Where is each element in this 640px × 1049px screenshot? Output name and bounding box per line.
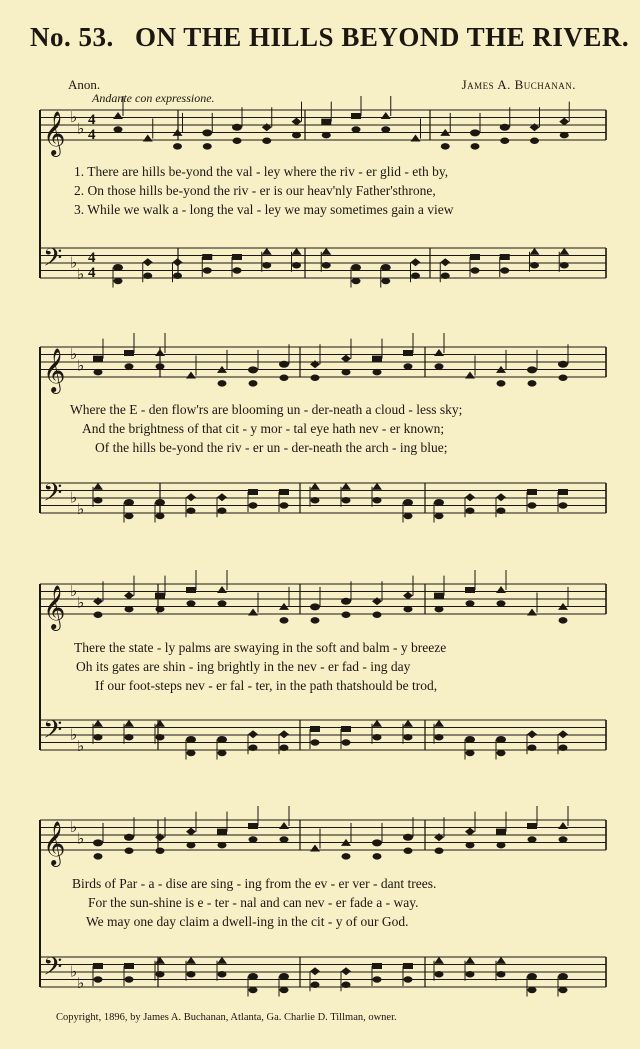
shape-note	[143, 258, 153, 266]
shape-note	[248, 489, 258, 495]
shape-note	[292, 118, 302, 126]
shape-note	[93, 356, 103, 362]
shape-note	[404, 606, 413, 612]
time-signature-top: 4	[88, 112, 96, 128]
shape-note	[435, 848, 444, 854]
shape-note	[292, 132, 301, 138]
shape-note	[527, 609, 537, 616]
shape-note	[218, 971, 227, 977]
shape-note	[218, 508, 227, 514]
shape-note	[404, 734, 413, 740]
shape-note	[496, 493, 506, 501]
shape-note	[342, 369, 351, 375]
shape-note	[280, 502, 289, 508]
shape-note	[125, 363, 134, 369]
shape-note	[497, 380, 506, 386]
shape-note	[500, 254, 510, 260]
lyrics-system-2	[0, 402, 640, 456]
shape-note	[527, 973, 537, 980]
flat-sign: ♭	[70, 727, 78, 744]
shape-note	[434, 957, 444, 964]
shape-note	[435, 606, 444, 612]
shape-note	[114, 278, 123, 284]
shape-note	[404, 513, 413, 519]
shape-note	[403, 834, 413, 841]
shape-note	[440, 258, 450, 266]
shape-note	[311, 375, 320, 381]
shape-note	[124, 720, 134, 727]
shape-note	[249, 987, 258, 993]
flat-sign: ♭	[70, 110, 78, 126]
shape-note	[232, 254, 242, 260]
shape-note	[155, 957, 165, 964]
shape-note	[218, 842, 227, 848]
shape-note	[232, 124, 242, 131]
shape-note	[466, 508, 475, 514]
shape-note	[311, 739, 320, 745]
shape-note	[249, 502, 258, 508]
shape-note	[156, 734, 165, 740]
shape-note	[559, 836, 568, 842]
flat-sign: ♭	[70, 584, 78, 600]
lyric-line: 3. While we walk a - long the val - ley we may sometimes gain a view	[74, 202, 454, 217]
shape-note	[93, 483, 103, 490]
shape-note	[280, 617, 289, 623]
shape-note	[559, 745, 568, 751]
copyright-notice: Copyright, 1896, by James A. Buchanan, Atlanta, Ga. Charlie D. Tillman, owner.	[56, 1012, 397, 1023]
flat-sign: ♭	[77, 975, 85, 992]
lyric-line: Of the hills be-yond the riv - er un - der-neath the arch - ing blue;	[95, 440, 448, 455]
shape-note	[125, 848, 134, 854]
shape-note	[155, 349, 165, 356]
shape-note	[233, 267, 242, 273]
shape-note	[373, 612, 382, 618]
shape-note	[311, 982, 320, 988]
treble-clef: 𝄞	[43, 348, 66, 392]
time-signature-bottom: 4	[88, 265, 96, 281]
shape-note	[435, 971, 444, 977]
shape-note	[471, 143, 480, 149]
shape-note	[560, 262, 569, 268]
shape-note	[156, 513, 165, 519]
shape-note	[496, 957, 506, 964]
shape-note	[558, 489, 568, 495]
shape-note	[292, 262, 301, 268]
shape-note	[342, 982, 351, 988]
flat-sign: ♭	[70, 820, 78, 836]
shape-note	[465, 493, 475, 501]
shape-note	[441, 273, 450, 279]
shape-note	[372, 839, 382, 846]
shape-note	[470, 254, 480, 260]
shape-note	[496, 736, 506, 743]
flat-sign: ♭	[70, 964, 78, 981]
lyrics-system-3	[0, 640, 640, 694]
lyric-line: If our foot-steps nev - er fal - ter, in the path thatshould be trod,	[95, 678, 438, 693]
shape-note	[559, 617, 568, 623]
lyric-line: 1. There are hills be-yond the val - ley where the riv - er glid - eth by,	[74, 164, 449, 179]
shape-note	[217, 586, 227, 593]
hymn-number: No. 53.	[30, 22, 114, 52]
shape-note	[203, 267, 212, 273]
shape-note	[203, 143, 212, 149]
shape-note	[186, 957, 196, 964]
shape-note	[218, 750, 227, 756]
shape-note	[186, 587, 196, 593]
shape-note	[527, 489, 537, 495]
shape-note	[310, 726, 320, 732]
shape-note	[248, 730, 258, 738]
shape-note	[352, 126, 361, 132]
shape-note	[249, 836, 258, 842]
lyrics-system-1	[0, 164, 640, 218]
shape-note	[279, 973, 289, 980]
flat-sign: ♭	[77, 595, 85, 612]
shape-note	[156, 363, 165, 369]
shape-note	[404, 976, 413, 982]
shape-note	[94, 612, 103, 618]
shape-note	[292, 248, 302, 255]
shape-note	[466, 750, 475, 756]
flat-sign: ♭	[70, 255, 78, 272]
shape-note	[262, 262, 271, 268]
shape-note	[187, 750, 196, 756]
lyric-line: 2. On those hills be-yond the riv - er is our heav'nly Father'sthrone,	[74, 183, 436, 198]
shape-note	[94, 369, 103, 375]
shape-note	[262, 248, 272, 255]
shape-note	[310, 845, 320, 852]
shape-note	[559, 248, 569, 255]
shape-note	[321, 248, 331, 255]
shape-note	[434, 349, 444, 356]
flat-sign: ♭	[77, 358, 85, 375]
shape-note	[530, 248, 540, 255]
shape-note	[372, 963, 382, 969]
shape-note	[435, 513, 444, 519]
shape-note	[352, 278, 361, 284]
shape-note	[381, 112, 391, 119]
shape-note	[435, 363, 444, 369]
shape-note	[341, 598, 351, 605]
shape-note	[403, 963, 413, 969]
shape-note	[465, 587, 475, 593]
shape-note	[218, 380, 227, 386]
shape-note	[466, 600, 475, 606]
shape-note	[497, 508, 506, 514]
tempo-marking: Andante con expressione.	[92, 91, 215, 105]
shape-note	[280, 745, 289, 751]
shape-note	[372, 720, 382, 727]
shape-note	[310, 967, 320, 975]
shape-note	[411, 273, 420, 279]
treble-clef: 𝄞	[43, 111, 66, 155]
shape-note	[217, 736, 227, 743]
words-attribution: Anon.	[68, 77, 101, 92]
shape-note	[125, 606, 134, 612]
shape-note	[372, 356, 382, 362]
flat-sign: ♭	[77, 738, 85, 755]
shape-note	[202, 129, 212, 136]
shape-note	[93, 839, 103, 846]
shape-note	[279, 730, 289, 738]
shape-note	[156, 848, 165, 854]
shape-note	[434, 720, 444, 727]
shape-note	[156, 606, 165, 612]
shape-note	[465, 828, 475, 836]
shape-note	[124, 963, 134, 969]
shape-note	[186, 828, 196, 836]
shape-note	[155, 593, 165, 599]
shape-note	[497, 971, 506, 977]
shape-note	[342, 497, 351, 503]
shape-note	[527, 366, 537, 373]
shape-note	[280, 987, 289, 993]
shape-note	[559, 118, 569, 126]
shape-note	[373, 853, 382, 859]
shape-note	[342, 612, 351, 618]
music-attribution: James A. Buchanan.	[461, 77, 576, 92]
shape-note	[381, 264, 391, 271]
shape-note	[527, 730, 537, 738]
shape-note	[404, 363, 413, 369]
shape-note	[373, 497, 382, 503]
hymn-title: ON THE HILLS BEYOND THE RIVER.	[135, 22, 630, 52]
flat-sign: ♭	[70, 347, 78, 363]
shape-note	[186, 493, 196, 501]
shape-note	[262, 138, 271, 144]
lyrics-system-4	[0, 876, 640, 930]
shape-note	[94, 734, 103, 740]
shape-note	[342, 853, 351, 859]
shape-note	[434, 593, 444, 599]
shape-note	[342, 739, 351, 745]
shape-note	[280, 375, 289, 381]
shape-note	[559, 987, 568, 993]
shape-note	[124, 592, 134, 600]
shape-note	[322, 132, 331, 138]
shape-note	[113, 112, 123, 119]
shape-note	[441, 143, 450, 149]
shape-note	[125, 734, 134, 740]
shape-note	[500, 138, 509, 144]
shape-note	[311, 617, 320, 623]
shape-note	[173, 143, 182, 149]
shape-note	[403, 592, 413, 600]
shape-note	[249, 745, 258, 751]
shape-note	[496, 829, 506, 835]
shape-note	[186, 736, 196, 743]
time-signature-top: 4	[88, 250, 96, 266]
shape-note	[558, 361, 568, 368]
shape-note	[470, 129, 480, 136]
shape-note	[381, 126, 390, 132]
shape-note	[341, 967, 351, 975]
shape-note	[155, 720, 165, 727]
shape-note	[466, 842, 475, 848]
shape-note	[341, 726, 351, 732]
shape-note	[500, 124, 510, 131]
shape-note	[341, 483, 351, 490]
shape-note	[311, 497, 320, 503]
shape-note	[202, 254, 212, 260]
treble-clef: 𝄞	[43, 821, 66, 865]
shape-note	[233, 138, 242, 144]
shape-note	[528, 987, 537, 993]
shape-note	[279, 822, 289, 829]
shape-note	[560, 132, 569, 138]
shape-note	[351, 264, 361, 271]
treble-clef: 𝄞	[43, 585, 66, 629]
shape-note	[248, 973, 258, 980]
shape-note	[280, 836, 289, 842]
flat-sign: ♭	[70, 490, 78, 507]
shape-note	[124, 834, 134, 841]
shape-note	[322, 262, 331, 268]
shape-note	[124, 350, 134, 356]
shape-note	[403, 720, 413, 727]
shape-note	[310, 483, 320, 490]
shape-note	[558, 822, 568, 829]
flat-sign: ♭	[77, 121, 85, 138]
shape-note	[351, 113, 361, 119]
lyric-line: We may one day claim a dwell-ing in the cit - y of our God.	[86, 914, 409, 929]
lyric-line: For the sun-shine is e - ter - nal and can nev - er fade a - way.	[88, 895, 419, 910]
shape-note	[500, 267, 509, 273]
shape-note	[497, 600, 506, 606]
shape-note	[528, 745, 537, 751]
lyric-line: And the brightness of that cit - y mor - tal eye hath nev - er known;	[82, 421, 445, 436]
shape-note	[435, 734, 444, 740]
shape-note	[373, 976, 382, 982]
shape-note	[496, 586, 506, 593]
shape-note	[411, 135, 421, 142]
shape-note	[249, 380, 258, 386]
lyric-line: Birds of Par - a - dise are sing - ing from the ev - er ver - dant trees.	[72, 876, 437, 891]
shape-note	[434, 499, 444, 506]
shape-note	[93, 963, 103, 969]
shape-note	[403, 499, 413, 506]
shape-note	[173, 273, 182, 279]
shape-note	[465, 957, 475, 964]
shape-note	[187, 842, 196, 848]
flat-sign: ♭	[77, 831, 85, 848]
shape-note	[527, 823, 537, 829]
shape-note	[411, 258, 421, 266]
shape-note	[155, 499, 165, 506]
shape-note	[173, 258, 183, 266]
shape-note	[373, 734, 382, 740]
shape-note	[471, 267, 480, 273]
shape-note	[373, 369, 382, 375]
shape-note	[217, 829, 227, 835]
shape-note	[465, 736, 475, 743]
shape-note	[156, 971, 165, 977]
bass-clef: 𝄢	[43, 715, 63, 751]
shape-note	[187, 508, 196, 514]
shape-note	[187, 600, 196, 606]
flat-sign: ♭	[77, 501, 85, 518]
time-signature-bottom: 4	[88, 127, 96, 143]
shape-note	[187, 971, 196, 977]
bass-clef: 𝄢	[43, 478, 63, 514]
shape-note	[279, 489, 289, 495]
shape-note	[217, 493, 227, 501]
shape-note	[559, 502, 568, 508]
shape-note	[528, 836, 537, 842]
shape-note	[113, 264, 123, 271]
bass-clef: 𝄢	[43, 243, 63, 279]
shape-note	[530, 262, 539, 268]
shape-note	[558, 973, 568, 980]
shape-note	[497, 750, 506, 756]
shape-note	[94, 853, 103, 859]
shape-note	[125, 513, 134, 519]
shape-note	[465, 372, 475, 379]
shape-note	[530, 138, 539, 144]
shape-note	[381, 278, 390, 284]
shape-note	[114, 126, 123, 132]
shape-note	[403, 350, 413, 356]
shape-note	[186, 372, 196, 379]
shape-note	[218, 600, 227, 606]
shape-note	[466, 971, 475, 977]
shape-note	[143, 135, 153, 142]
lyric-line: There the state - ly palms are swaying in the soft and balm - y breeze	[74, 640, 447, 655]
flat-sign: ♭	[77, 266, 85, 283]
shape-note	[94, 976, 103, 982]
shape-note	[124, 499, 134, 506]
shape-note	[404, 848, 413, 854]
shape-note	[248, 366, 258, 373]
shape-note	[372, 483, 382, 490]
shape-note	[217, 957, 227, 964]
shape-note	[279, 361, 289, 368]
shape-note	[143, 273, 152, 279]
shape-note	[248, 823, 258, 829]
shape-note	[321, 119, 331, 125]
shape-note	[94, 497, 103, 503]
shape-note	[559, 375, 568, 381]
shape-note	[93, 720, 103, 727]
shape-note	[558, 730, 568, 738]
lyric-line: Oh its gates are shin - ing brightly in the nev - er fad - ing day	[76, 659, 411, 674]
shape-note	[497, 842, 506, 848]
lyric-line: Where the E - den flow'rs are blooming un - der-neath a cloud - less sky;	[70, 402, 463, 417]
shape-note	[310, 603, 320, 610]
shape-note	[125, 976, 134, 982]
bass-clef: 𝄢	[43, 952, 63, 988]
shape-note	[248, 609, 258, 616]
shape-note	[528, 380, 537, 386]
shape-note	[528, 502, 537, 508]
shape-note	[341, 355, 351, 363]
